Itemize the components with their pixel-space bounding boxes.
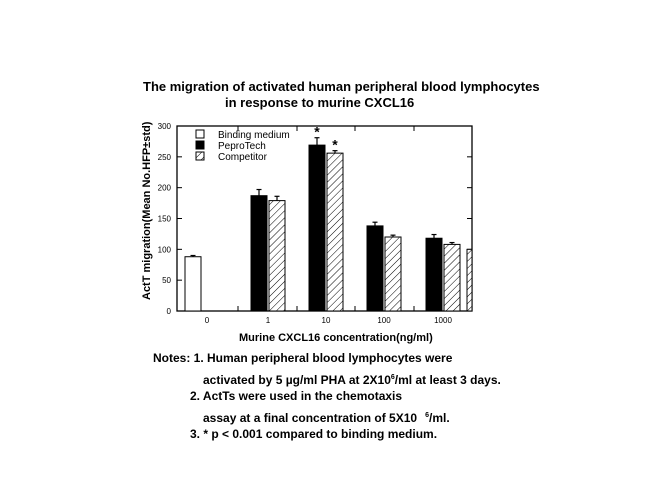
note-1a: Notes: 1. Human peripheral blood lymphocytes were [153,351,453,365]
chart-title-line-1: The migration of activated human peripheral blood lymphocytes [143,79,540,94]
y-tick-label: 50 [162,276,171,286]
bar-competitor [327,153,343,311]
legend-swatch [196,141,204,149]
x-tick-label: 0 [204,316,210,325]
x-tick-label: 1000 [434,316,452,325]
note-3: 3. * p < 0.001 compared to binding medium. [190,427,438,441]
bar-peprotech [426,238,442,311]
y-tick-label: 250 [157,152,171,162]
bar-competitor [444,244,460,311]
y-tick-label: 200 [157,183,171,193]
plot-area [158,122,472,325]
y-tick-label: 100 [157,245,171,255]
bar-competitor [269,201,285,311]
note-2b [203,411,450,425]
chart-title-line-2: in response to murine CXCL16 [225,95,415,110]
bar-peprotech [367,226,383,311]
x-tick-label: 1 [265,316,271,325]
y-tick-label: 150 [157,214,171,224]
x-axis-label: Murine CXCL16 concentration(ng/ml) [239,332,433,344]
y-tick-label: 300 [157,122,171,131]
bar-peprotech [251,196,267,311]
legend-swatch [196,130,204,138]
note-1b-post: /ml at least 3 days. [394,373,501,387]
x-tick-label: 10 [321,316,331,325]
note-2b-post: /ml. [428,411,450,425]
note-1b-text: activated by 5 µg/ml PHA at 2X10 [203,373,391,387]
legend-swatch [196,152,204,160]
bar-binding-medium [185,257,201,311]
note-1b-sup: 6 [390,374,395,381]
significance-star: * [314,123,320,140]
note-2b-text: assay at a final concentration of 5X10 [203,411,418,425]
y-tick-label: 0 [166,307,171,316]
bar-competitor [385,237,401,311]
bar-partial [467,249,472,311]
legend-label: PeproTech [218,141,266,152]
note-1b [203,373,501,387]
significance-star: * [332,136,338,153]
legend-label: Competitor [218,152,267,163]
note-2b-sup: 6 [425,412,429,419]
y-axis-label: ActT migration(Mean No.HFP±std) [141,121,153,300]
note-2a: 2. ActTs were used in the chemotaxis [190,389,403,403]
bar-peprotech [309,145,325,311]
x-tick-label: 100 [377,316,391,325]
legend-label: Binding medium [218,130,290,141]
